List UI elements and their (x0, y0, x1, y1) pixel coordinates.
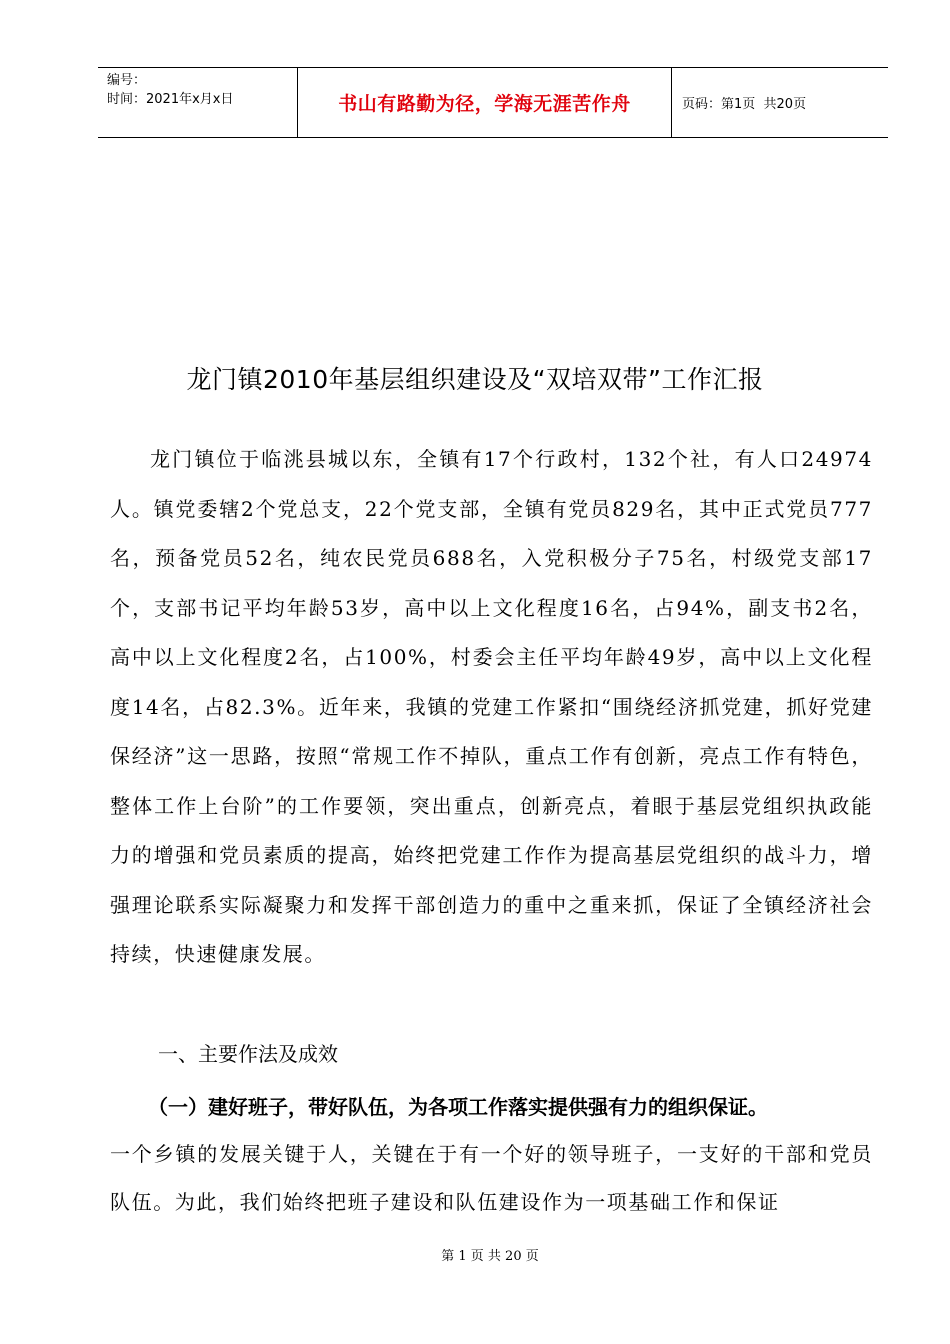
document-title: 龙门镇2010年基层组织建设及“双培双带”工作汇报 (186, 365, 764, 394)
intro-section (110, 435, 873, 980)
document-header (98, 67, 888, 138)
header-motto: 书山有路勤为径，学海无涯苦作舟 (298, 68, 672, 137)
number-label: 编号： (107, 73, 147, 88)
time-label: 时间：2021年x月x日 (107, 92, 234, 107)
page-info-text: 页码：第1页 共20页 (682, 97, 807, 112)
header-meta (98, 68, 298, 137)
section-heading: 一、主要作法及成效 (158, 1042, 338, 1066)
header-page-info (672, 68, 888, 137)
page-footer: 第 1 页 共 20 页 (441, 1249, 539, 1264)
subsection-heading: （一）建好班子，带好队伍，为各项工作落实提供强有力的组织保证。 (148, 1095, 768, 1119)
intro-paragraph: 龙门镇位于临洮县城以东，全镇有17个行政村，132个社，有人口24974人。镇党委辖2个党总支，22个党支部，全镇有党员829名，其中正式党员777名，预备党员52名，纯农民党员688名，入党积极分子75名，村级党支部17个，支部书记平均年龄53岁，高中以上文化程度16名，占94%，副支书2名，高中以上文化程度2名，占100%，村委会主任平均年龄49岁，高中以上文化程度14名，占82.3%。近年来，我镇的党建工作紧扣“围绕经济抓党建，抓好党建保经济”这一思路，按照“常规工作不掉队，重点工作有创新，亮点工作有特色，整体工作上台阶”的工作要领，突出重点，创新亮点，着眼于基层党组织执政能力的增强和党员素质的提高，始终把党建工作作为提高基层党组织的战斗力，增强理论联系实际凝聚力和发挥干部创造力的重中之重来抓，保证了全镇经济社会持续，快速健康发展。 (110, 447, 873, 966)
subsection-paragraph: 一个乡镇的发展关键于人，关键在于有一个好的领导班子，一支好的干部和党员队伍。为此，我们始终把班子建设和队伍建设作为一项基础工作和保证 (110, 1142, 873, 1214)
